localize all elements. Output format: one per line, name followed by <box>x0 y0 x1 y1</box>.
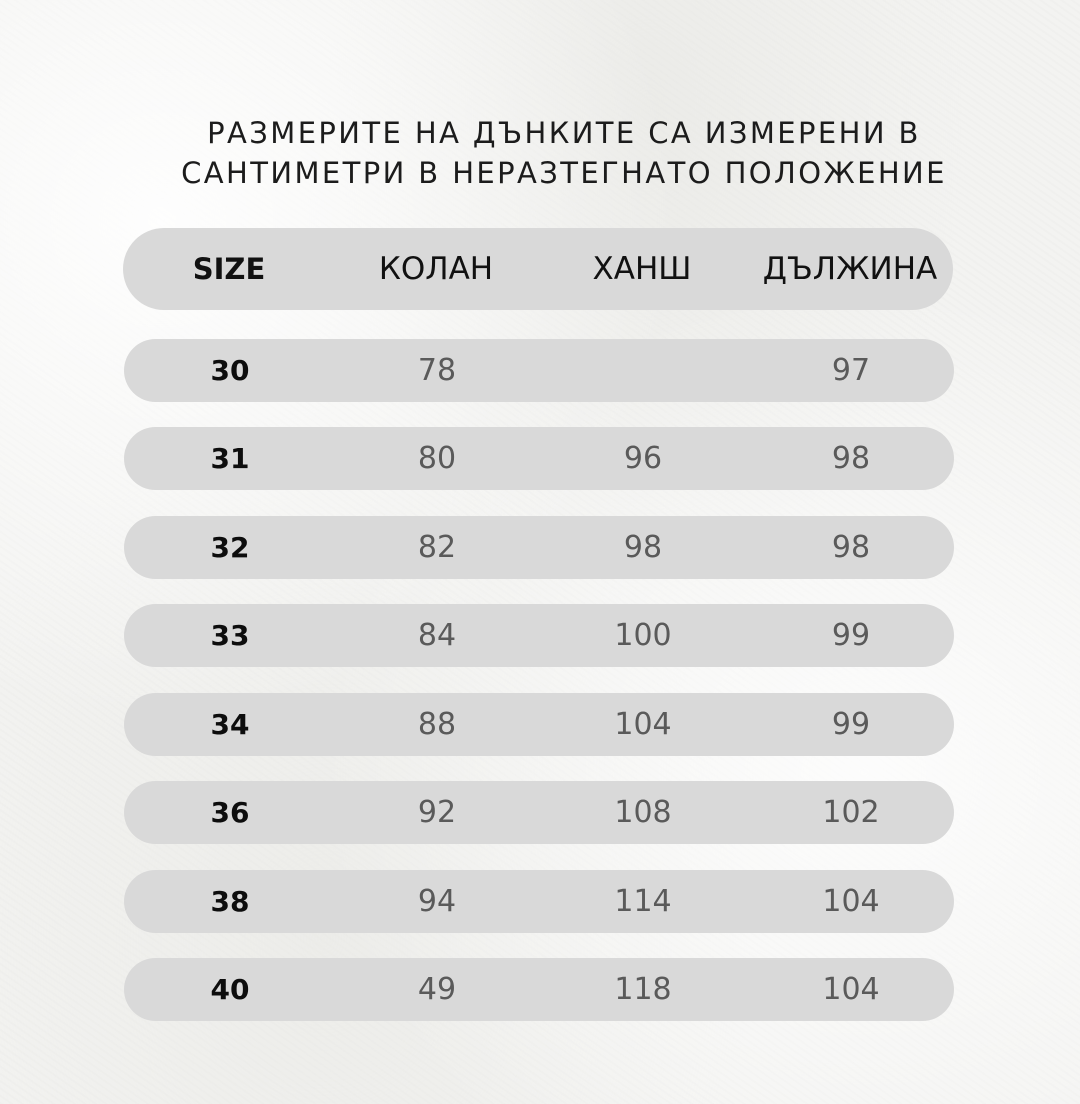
cell-length: 98 <box>831 530 871 565</box>
header-length: ДЪЛЖИНА <box>762 251 938 287</box>
table-row <box>124 604 954 667</box>
cell-size: 31 <box>210 442 250 475</box>
table-row <box>124 693 954 756</box>
cell-waist: 82 <box>417 530 457 565</box>
cell-hips: 96 <box>623 441 663 476</box>
cell-length: 104 <box>822 972 880 1007</box>
header-size: SIZE <box>192 252 266 286</box>
table-row <box>124 870 954 933</box>
cell-waist: 88 <box>417 707 457 742</box>
cell-hips: 98 <box>623 530 663 565</box>
table-row <box>124 958 954 1021</box>
table-row <box>124 516 954 579</box>
title-line-2: САНТИМЕТРИ В НЕРАЗТЕГНАТО ПОЛОЖЕНИЕ <box>181 156 947 190</box>
header-waist: КОЛАН <box>378 251 494 287</box>
cell-length: 102 <box>822 795 880 830</box>
cell-hips: 104 <box>614 707 672 742</box>
cell-size: 34 <box>210 708 250 741</box>
cell-length: 97 <box>831 353 871 388</box>
cell-waist: 78 <box>417 353 457 388</box>
page-title <box>0 113 1080 193</box>
cell-hips: 108 <box>614 795 672 830</box>
table-row <box>124 781 954 844</box>
cell-size: 33 <box>210 619 250 652</box>
cell-size: 32 <box>210 531 250 564</box>
cell-size: 30 <box>210 354 250 387</box>
cell-waist: 80 <box>417 441 457 476</box>
cell-length: 99 <box>831 707 871 742</box>
header-hips: ХАНШ <box>592 251 692 287</box>
table-row <box>124 339 954 402</box>
cell-length: 98 <box>831 441 871 476</box>
cell-waist: 84 <box>417 618 457 653</box>
cell-length: 104 <box>822 884 880 919</box>
cell-waist: 49 <box>417 972 457 1007</box>
cell-waist: 92 <box>417 795 457 830</box>
cell-hips <box>538 339 748 402</box>
cell-size: 40 <box>210 973 250 1006</box>
cell-size: 38 <box>210 885 250 918</box>
cell-length: 99 <box>831 618 871 653</box>
cell-hips: 100 <box>614 618 672 653</box>
cell-hips: 114 <box>614 884 672 919</box>
cell-hips: 118 <box>614 972 672 1007</box>
table-header-row <box>123 228 953 310</box>
cell-size: 36 <box>210 796 250 829</box>
table-row <box>124 427 954 490</box>
cell-waist: 94 <box>417 884 457 919</box>
title-line-1: РАЗМЕРИТЕ НА ДЪНКИТЕ СА ИЗМЕРЕНИ В <box>207 116 921 150</box>
